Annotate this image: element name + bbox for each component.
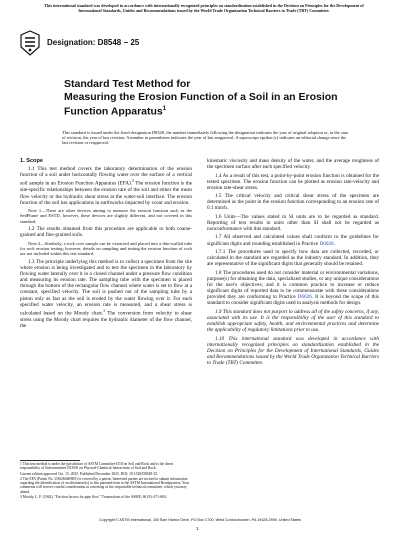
footnote-1-edition: Current edition approved Oct. 15, 2025. Published December 2025. DOI: 10.1520/D8548-25. — [20, 471, 159, 476]
paragraph-1-2: 1.2 The results obtained from this procedure are applicable to both coarse-grained and fine-grained soils. — [20, 226, 192, 239]
section-heading-scope: 1. Scope — [20, 158, 44, 164]
document-title — [64, 78, 344, 118]
footnote-1: 1 This test method is under the jurisdiction of ASTM Committee D18 on Soil and Rock and is the direct responsibility of Subcommittee D18.06 on Physical-Chemical Interactions of Soil and Rock. — [20, 462, 174, 471]
title-line-3 — [64, 103, 344, 118]
paragraph-1-1 — [20, 166, 192, 206]
practice-d6026-link-2[interactable]: D6026 — [297, 294, 312, 301]
paragraph-1-3-text-cont: The conversion from velocity to shear stress using the Moody chart requires the hydraulic diameter of the flow channel, the — [20, 310, 192, 329]
title-footnote-ref: 1 — [162, 106, 167, 112]
paragraph-1-8-text: 1.8 The procedures used do not consider material or environmental variations, purpose(s) for obtaining the data, specialized studies, or any unique considerations for the user's objectives; and it is common practice to increase or reduce significant digits of reported data to be commensurate with these considerations provided they are conforming to Practice — [207, 269, 379, 301]
footnote-ref-2: 2 — [131, 179, 134, 184]
note-2: Note 2—Similarly, a rock core sample can be extracted and placed into a thin-walled tube for rock erosion testing; however, details on sampling and testing the erosion function of rock are not included within this test standard. — [20, 240, 192, 257]
left-column — [20, 158, 192, 331]
paragraph-1-10: 1.10 This international standard was developed in accordance with internationally recognized principles on standardization established in the Decision on Principles for the Development of International Standards, Guides and Recommendations issued by the World Trade Organization Technical Barriers to Trade (TBT) Committee. — [207, 335, 379, 367]
paragraph-1-9: 1.9 This standard does not purport to address all of the safety concerns, if any, associated with its use. It is the responsibility of the user of this standard to establish appropriate safety, health, and environmental practices and determine the applicability of regulatory limitations prior to use. — [207, 308, 379, 334]
paragraph-1-1-text-cont: The erosion function is the site-specific relationships between the erosion rate of the soil and either the mean flow velocity or the hydraulic shear stress at the water-soil interface. The erosion function of the soil has applications in earthworks impacted by scour and erosion. — [20, 181, 192, 206]
paragraph-1-3 — [20, 259, 192, 329]
title-line-2: Measuring the Erosion Function of a Soil in an Erosion — [64, 90, 338, 103]
right-column — [207, 158, 379, 369]
designation: Designation: D8548 − 25 — [47, 38, 140, 47]
wto-notice: This international standard was developed in accordance with internationally recognized principles on standardization established in the Decision on Principles for the Development of International Standards, Guides and Recommendations issued by the World Trade Organization Technical Barriers to Trade (TBT) Committee. — [44, 3, 364, 13]
paragraph-1-5: 1.5 The critical velocity and critical shear stress of the specimen are determined as the point in the erosion function corresponding to an erosion rate of 0.1 mm/h. — [207, 193, 379, 212]
paragraph-1-3-text: 1.3 The principle underlying this method is to collect a specimen from the site where erosion is being investigated and to test the specimen in the laboratory by flowing water laterally over it in a closed channel under a pressure flow condition and measuring its erosion rate. The sampling tube with the specimen is placed through the bottom of the rectangular flow channel where water is set to flow at a constant, specified velocity. The soil is pushed out of the sampling tube by a piston only as fast as the soil is eroded by the water flowing over it. For each specified water velocity, an erosion rate is measured, and a shear stress is calculated based on the Moody chart. — [20, 258, 192, 317]
footnotes — [20, 462, 192, 500]
paragraph-1-7-1: 1.7.1 The procedures used to specify how data are collected, recorded, or calculated in the standard are regarded as the industry standard. In addition, they are representative of the significant digits that generally should be retained. — [207, 248, 379, 268]
footnote-ref-3: 3 — [103, 308, 105, 313]
title-line-3-text: Function Apparatus — [64, 105, 163, 118]
paragraph-1-8-end: . It is beyond the scope of this standard to consider significant digits used in analysis methods for design. — [207, 294, 379, 307]
paragraph-1-4: 1.4 As a result of this test, a point-by-point erosion function is obtained for the tested specimen. The erosion function can be plotted as erosion rate-velocity and erosion rate-shear stress. — [207, 172, 379, 191]
page-number: 1 — [196, 526, 199, 531]
practice-d6026-link[interactable]: D6026 — [319, 240, 334, 247]
paragraph-continuation: kinematic viscosity and mass density of the water, and the average roughness of the specimen surface after each specified velocity. — [207, 158, 379, 171]
footnote-2: 2 The EFA (Patent No. US6260409B1) is covered by a patent. Interested parties are invited to submit information regarding the identification of an alternative(s) to this patented item to the ASTM International Headquarters. Your comments will receive careful consideration at a meeting of the responsible technical committee, which you may attend. — [20, 476, 190, 494]
paragraph-1-8 — [207, 270, 379, 307]
paragraph-1-7 — [207, 234, 379, 246]
copyright-footer: Copyright © ASTM International, 100 Barr Harbor Drive, PO Box C700, West Conshohocken, PA 19428-2959. United States — [98, 518, 301, 522]
paragraph-1-7-end: . — [333, 240, 335, 247]
title-line-1: Standard Test Method for — [64, 78, 191, 90]
paragraph-1-6: 1.6 Units—The values stated in SI units are to be regarded as standard. Reporting of test results in units other than SI shall not be regarded as nonconformance with this standard. — [207, 213, 379, 233]
astm-logo — [20, 30, 40, 56]
paragraph-1-1-text: 1.1 This test method covers the laboratory determination of the erosion function of a soil under horizontally flowing water over the surface of a vertical soil sample in an Erosion Function Apparatus (EFA). — [20, 166, 192, 188]
footnote-divider — [20, 460, 80, 461]
paragraph-1-7-text: 1.7 All observed and calculated values shall conform to the guidelines for significant digits and rounding established in Practice — [207, 234, 379, 247]
note-1: Note 1—There are other devices aiming to measure the erosion function such as the SedFlume and ESTD, however, these devices are slightly different, and not covered in this standard. — [20, 208, 192, 224]
footnote-3: 3 Moody, L. F. (1944), "Friction factors for pipe flow," Transactions of the ASME, 66 (8): 671-684. — [20, 495, 167, 500]
standard-issuance-note: This standard is issued under the fixed designation D8548; the number immediately following the designation indicates the year of original adoption or, in the case of revision, the year of last revision. A number in parentheses indicates the year of last reapproval. A superscript epsilon (ε) indicates an editorial change since the last revision or reapproval. — [62, 130, 349, 146]
